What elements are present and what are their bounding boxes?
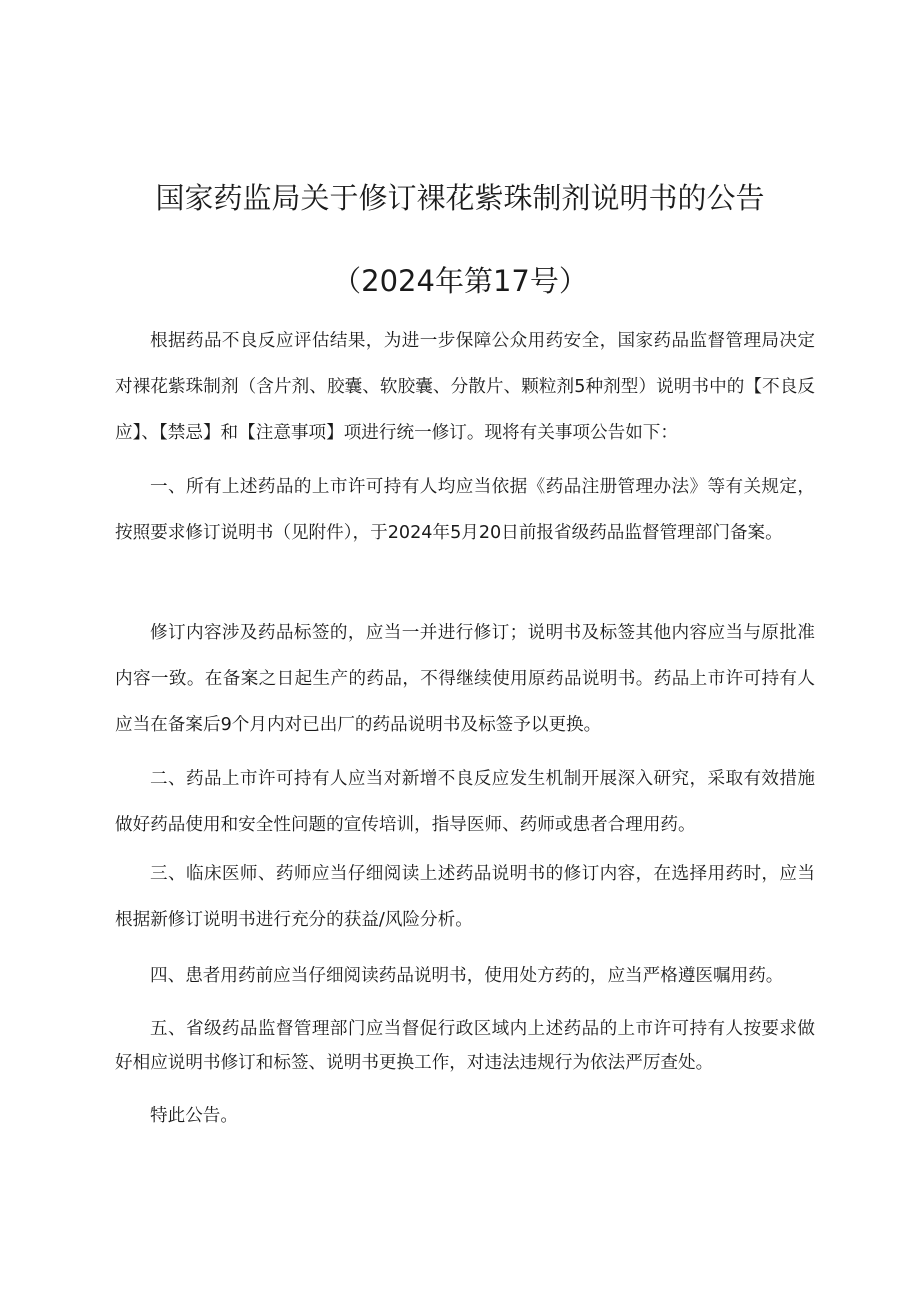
paragraph-intro: 根据药品不良反应评估结果，为进一步保障公众用药安全，国家药品监督管理局决定对裸花紫珠制剂（含片剂、胶囊、软胶囊、分散片、颗粒剂5种剂型）说明书中的【不良反应】、【禁忌】和【注意事项】项进行统一修订。现将有关事项公告如下：: [115, 331, 815, 443]
paragraph-item-2: 二、药品上市许可持有人应当对新增不良反应发生机制开展深入研究，采取有效措施做好药品使用和安全性问题的宣传培训，指导医师、药师或患者合理用药。: [115, 769, 815, 835]
paragraph-closing: 特此公告。: [150, 1106, 238, 1126]
document-title: 国家药监局关于修订裸花紫珠制剂说明书的公告: [155, 181, 765, 215]
paragraph-item-5: 五、省级药品监督管理部门应当督促行政区域内上述药品的上市许可持有人按要求做好相应说明书修订和标签、说明书更换工作，对违法违规行为依法严厉查处。: [115, 1019, 815, 1073]
document-number: （2024年第17号）: [332, 264, 588, 298]
paragraph-item-4: 四、患者用药前应当仔细阅读药品说明书，使用处方药的，应当严格遵医嘱用药。: [150, 966, 784, 986]
paragraph-item-1: 一、所有上述药品的上市许可持有人均应当依据《药品注册管理办法》等有关规定，按照要求修订说明书（见附件），于2024年5月20日前报省级药品监督管理部门备案。: [115, 477, 815, 543]
paragraph-label-revision: 修订内容涉及药品标签的，应当一并进行修订；说明书及标签其他内容应当与原批准内容一致。在备案之日起生产的药品，不得继续使用原药品说明书。药品上市许可持有人应当在备案后9个月内对已出厂的药品说明书及标签予以更换。: [115, 623, 815, 735]
paragraph-item-3: 三、临床医师、药师应当仔细阅读上述药品说明书的修订内容，在选择用药时，应当根据新修订说明书进行充分的获益/风险分析。: [115, 864, 815, 930]
